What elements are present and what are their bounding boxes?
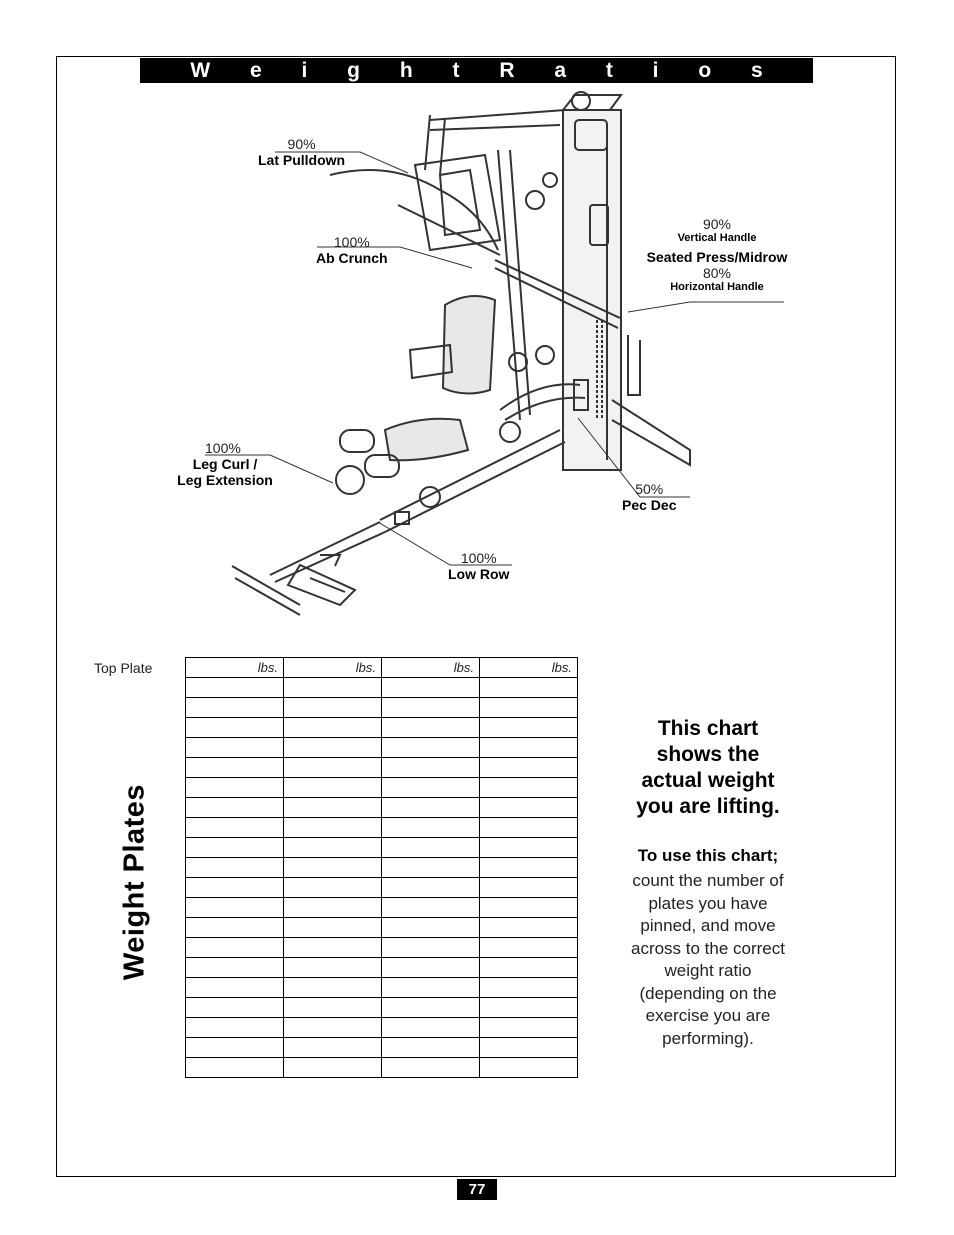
table-row bbox=[186, 818, 578, 838]
headline-line: This chart bbox=[657, 717, 759, 740]
table-cell bbox=[382, 958, 480, 978]
leg-curl-label: Leg Curl / bbox=[192, 456, 258, 472]
ab-crunch-label: Ab Crunch bbox=[316, 250, 388, 266]
table-cell bbox=[186, 798, 284, 818]
table-cell bbox=[186, 998, 284, 1018]
seated-press-label: Seated Press/Midrow bbox=[646, 249, 788, 265]
table-cell bbox=[480, 958, 578, 978]
table-cell bbox=[186, 878, 284, 898]
table-cell bbox=[480, 778, 578, 798]
table-row bbox=[186, 1058, 578, 1078]
table-cell bbox=[480, 818, 578, 838]
low-row-ratio: 100% bbox=[460, 550, 497, 566]
table-row bbox=[186, 918, 578, 938]
table-cell bbox=[382, 898, 480, 918]
table-cell bbox=[382, 738, 480, 758]
table-cell bbox=[284, 818, 382, 838]
table-row bbox=[186, 738, 578, 758]
table-cell bbox=[480, 678, 578, 698]
table-cell bbox=[284, 718, 382, 738]
table-cell bbox=[382, 698, 480, 718]
pec-dec-ratio: 50% bbox=[635, 481, 664, 497]
table-cell bbox=[284, 838, 382, 858]
page-number: 77 bbox=[457, 1179, 497, 1200]
table-row bbox=[186, 938, 578, 958]
table-cell bbox=[480, 898, 578, 918]
table-cell bbox=[284, 1058, 382, 1078]
table-cell bbox=[284, 938, 382, 958]
leg-curl-ratio: 100% bbox=[205, 440, 241, 456]
table-cell bbox=[382, 818, 480, 838]
weight-plates-table bbox=[185, 657, 578, 1078]
table-cell bbox=[284, 958, 382, 978]
table-cell bbox=[480, 998, 578, 1018]
table-cell bbox=[480, 1018, 578, 1038]
table-row bbox=[186, 838, 578, 858]
instructions-line: (depending on the bbox=[639, 983, 777, 1003]
table-cell bbox=[284, 898, 382, 918]
callout-low-row bbox=[448, 550, 509, 582]
table-cell bbox=[382, 978, 480, 998]
table-cell bbox=[382, 858, 480, 878]
table-row bbox=[186, 958, 578, 978]
lat-pulldown-label: Lat Pulldown bbox=[258, 152, 346, 168]
table-cell bbox=[480, 838, 578, 858]
instructions-body bbox=[608, 870, 808, 1050]
unit-cell: lbs. bbox=[284, 658, 382, 678]
table-cell bbox=[186, 818, 284, 838]
table-cell bbox=[186, 938, 284, 958]
table-cell bbox=[186, 1058, 284, 1078]
table-cell bbox=[382, 678, 480, 698]
instructions-line: across to the correct bbox=[630, 938, 785, 958]
table-cell bbox=[186, 698, 284, 718]
headline-line: actual weight bbox=[641, 769, 775, 792]
table-cell bbox=[284, 778, 382, 798]
table-cell bbox=[186, 898, 284, 918]
table-cell bbox=[186, 918, 284, 938]
unit-cell: lbs. bbox=[186, 658, 284, 678]
table-cell bbox=[284, 1038, 382, 1058]
table-cell bbox=[382, 798, 480, 818]
table-row bbox=[186, 778, 578, 798]
table-cell bbox=[186, 1018, 284, 1038]
table-cell bbox=[480, 1058, 578, 1078]
table-cell bbox=[480, 938, 578, 958]
chart-headline bbox=[608, 716, 808, 820]
table-cell bbox=[382, 878, 480, 898]
vertical-handle-label: Vertical Handle bbox=[677, 232, 757, 244]
table-row bbox=[186, 898, 578, 918]
table-cell bbox=[186, 978, 284, 998]
weight-plates-title: Weight Plates bbox=[118, 783, 151, 981]
lat-pulldown-ratio: 90% bbox=[287, 136, 316, 152]
horizontal-handle-label: Horizontal Handle bbox=[670, 281, 764, 293]
table-cell bbox=[382, 918, 480, 938]
table-cell bbox=[480, 978, 578, 998]
instructions-heading: To use this chart; bbox=[637, 846, 779, 865]
table-cell bbox=[284, 698, 382, 718]
table-cell bbox=[284, 858, 382, 878]
table-cell bbox=[186, 858, 284, 878]
table-cell bbox=[186, 778, 284, 798]
table-cell bbox=[480, 1038, 578, 1058]
instructions-line: pinned, and move bbox=[640, 916, 776, 935]
table-row bbox=[186, 998, 578, 1018]
table-cell bbox=[284, 998, 382, 1018]
instructions-line: plates you have bbox=[648, 893, 768, 913]
table-cell bbox=[186, 958, 284, 978]
table-cell bbox=[284, 1018, 382, 1038]
table-cell bbox=[186, 1038, 284, 1058]
table-cell bbox=[186, 758, 284, 778]
table-cell bbox=[284, 878, 382, 898]
table-cell bbox=[382, 1018, 480, 1038]
table-cell bbox=[382, 1038, 480, 1058]
table-cell bbox=[480, 798, 578, 818]
unit-cell: lbs. bbox=[382, 658, 480, 678]
table-cell bbox=[480, 698, 578, 718]
table-cell bbox=[382, 998, 480, 1018]
table-row bbox=[186, 698, 578, 718]
table-cell bbox=[382, 1058, 480, 1078]
table-cell bbox=[382, 778, 480, 798]
table-cell bbox=[186, 838, 284, 858]
callout-seated-press bbox=[636, 216, 798, 293]
top-plate-label: Top Plate bbox=[94, 660, 153, 676]
instructions-line: performing). bbox=[662, 1028, 754, 1048]
headline-line: you are lifting. bbox=[636, 795, 780, 818]
horizontal-handle-ratio: 80% bbox=[702, 265, 732, 281]
table-cell bbox=[382, 758, 480, 778]
table-row bbox=[186, 678, 578, 698]
table-row bbox=[186, 878, 578, 898]
pec-dec-label: Pec Dec bbox=[622, 497, 677, 513]
callout-pec-dec bbox=[622, 481, 676, 513]
section-title: W e i g h t R a t i o s bbox=[190, 59, 780, 82]
instructions-line: count the number of bbox=[632, 871, 784, 890]
ab-crunch-ratio: 100% bbox=[333, 234, 370, 250]
table-row bbox=[186, 978, 578, 998]
table-cell bbox=[284, 978, 382, 998]
instructions-line: weight ratio bbox=[664, 961, 752, 980]
callout-leg-curl bbox=[169, 440, 281, 488]
callout-ab-crunch bbox=[316, 234, 388, 266]
table-cell bbox=[480, 718, 578, 738]
table-cell bbox=[382, 938, 480, 958]
table-row bbox=[186, 758, 578, 778]
table-header-row bbox=[186, 658, 578, 678]
table-cell bbox=[382, 718, 480, 738]
headline-line: shows the bbox=[656, 743, 760, 766]
table-cell bbox=[480, 758, 578, 778]
table-cell bbox=[284, 758, 382, 778]
section-title-bar bbox=[140, 58, 813, 83]
low-row-label: Low Row bbox=[448, 566, 510, 582]
table-cell bbox=[284, 738, 382, 758]
table-cell bbox=[480, 918, 578, 938]
table-cell bbox=[480, 738, 578, 758]
table-cell bbox=[480, 858, 578, 878]
table-cell bbox=[284, 678, 382, 698]
table-row bbox=[186, 1038, 578, 1058]
table-row bbox=[186, 718, 578, 738]
table-cell bbox=[284, 918, 382, 938]
callout-lat-pulldown bbox=[258, 136, 345, 168]
table-cell bbox=[480, 878, 578, 898]
table-cell bbox=[186, 678, 284, 698]
unit-cell: lbs. bbox=[480, 658, 578, 678]
instructions-line: exercise you are bbox=[645, 1006, 771, 1025]
leg-extension-label: Leg Extension bbox=[177, 472, 273, 488]
table-row bbox=[186, 1018, 578, 1038]
table-row bbox=[186, 858, 578, 878]
table-row bbox=[186, 798, 578, 818]
table-cell bbox=[186, 718, 284, 738]
vertical-handle-ratio: 90% bbox=[702, 216, 732, 232]
table-cell bbox=[186, 738, 284, 758]
table-cell bbox=[382, 838, 480, 858]
table-cell bbox=[284, 798, 382, 818]
